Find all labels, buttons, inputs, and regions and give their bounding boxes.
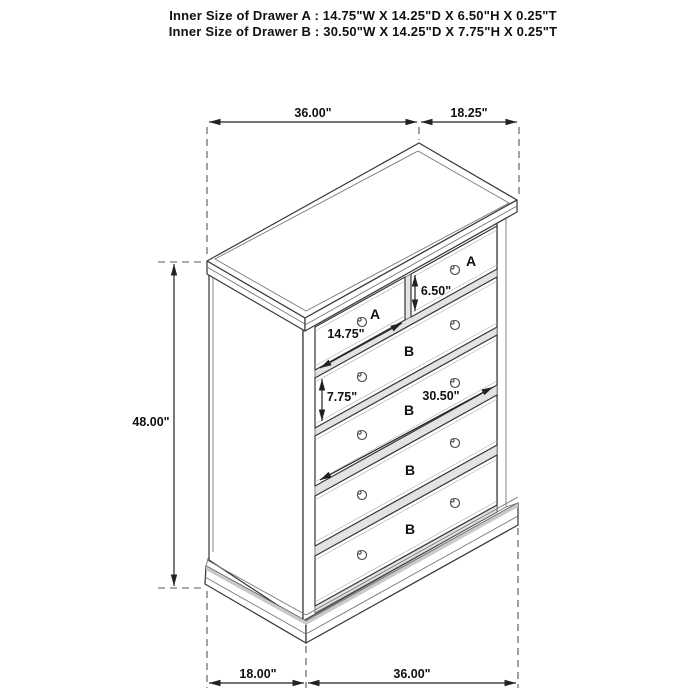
dim-height-label: 48.00" [132, 415, 170, 429]
drawer-knob-icon [451, 499, 460, 508]
label-drawer-b-1: B [403, 343, 415, 359]
header-note-drawer-a: Inner Size of Drawer A : 14.75"W X 14.25"D X 6.50"H X 0.25"T [169, 8, 557, 23]
dim-drawer-a-width-label: 14.75" [327, 327, 365, 341]
drawer-knob-icon [451, 379, 460, 388]
dim-top-depth-label: 18.25" [450, 106, 488, 120]
dim-bottom-width-label: 36.00" [393, 667, 431, 681]
dim-drawer-b-width-label: 30.50" [422, 389, 460, 403]
dim-top-depth [421, 106, 517, 122]
label-drawer-b-2: B [403, 402, 415, 418]
drawer-knob-icon [451, 321, 460, 330]
drawer-knob-icon [358, 318, 367, 327]
label-drawer-a-right: A [465, 253, 477, 269]
dim-bottom-depth [209, 667, 304, 683]
label-drawer-b-3: B [404, 462, 416, 478]
drawer-knob-icon [358, 373, 367, 382]
header-note-drawer-b: Inner Size of Drawer B : 30.50"W X 14.25"D X 7.75"H X 0.25"T [168, 24, 558, 39]
drawer-knob-icon [451, 439, 460, 448]
dim-top-width-label: 36.00" [294, 106, 332, 120]
drawer-knob-icon [451, 266, 460, 275]
dim-height [132, 264, 174, 586]
drawer-a-divider [405, 274, 411, 320]
dim-bottom-depth-label: 18.00" [239, 667, 277, 681]
drawer-knob-icon [358, 491, 367, 500]
drawer-knob-icon [358, 551, 367, 560]
dim-top-width [209, 106, 417, 122]
dim-drawer-b-height-label: 7.75" [326, 390, 358, 404]
dim-bottom-width [308, 667, 516, 683]
dim-drawer-a-height-label: 6.50" [420, 284, 452, 298]
label-drawer-b-4: B [404, 521, 416, 537]
drawer-knob-icon [358, 431, 367, 440]
label-drawer-a-left: A [369, 306, 381, 322]
